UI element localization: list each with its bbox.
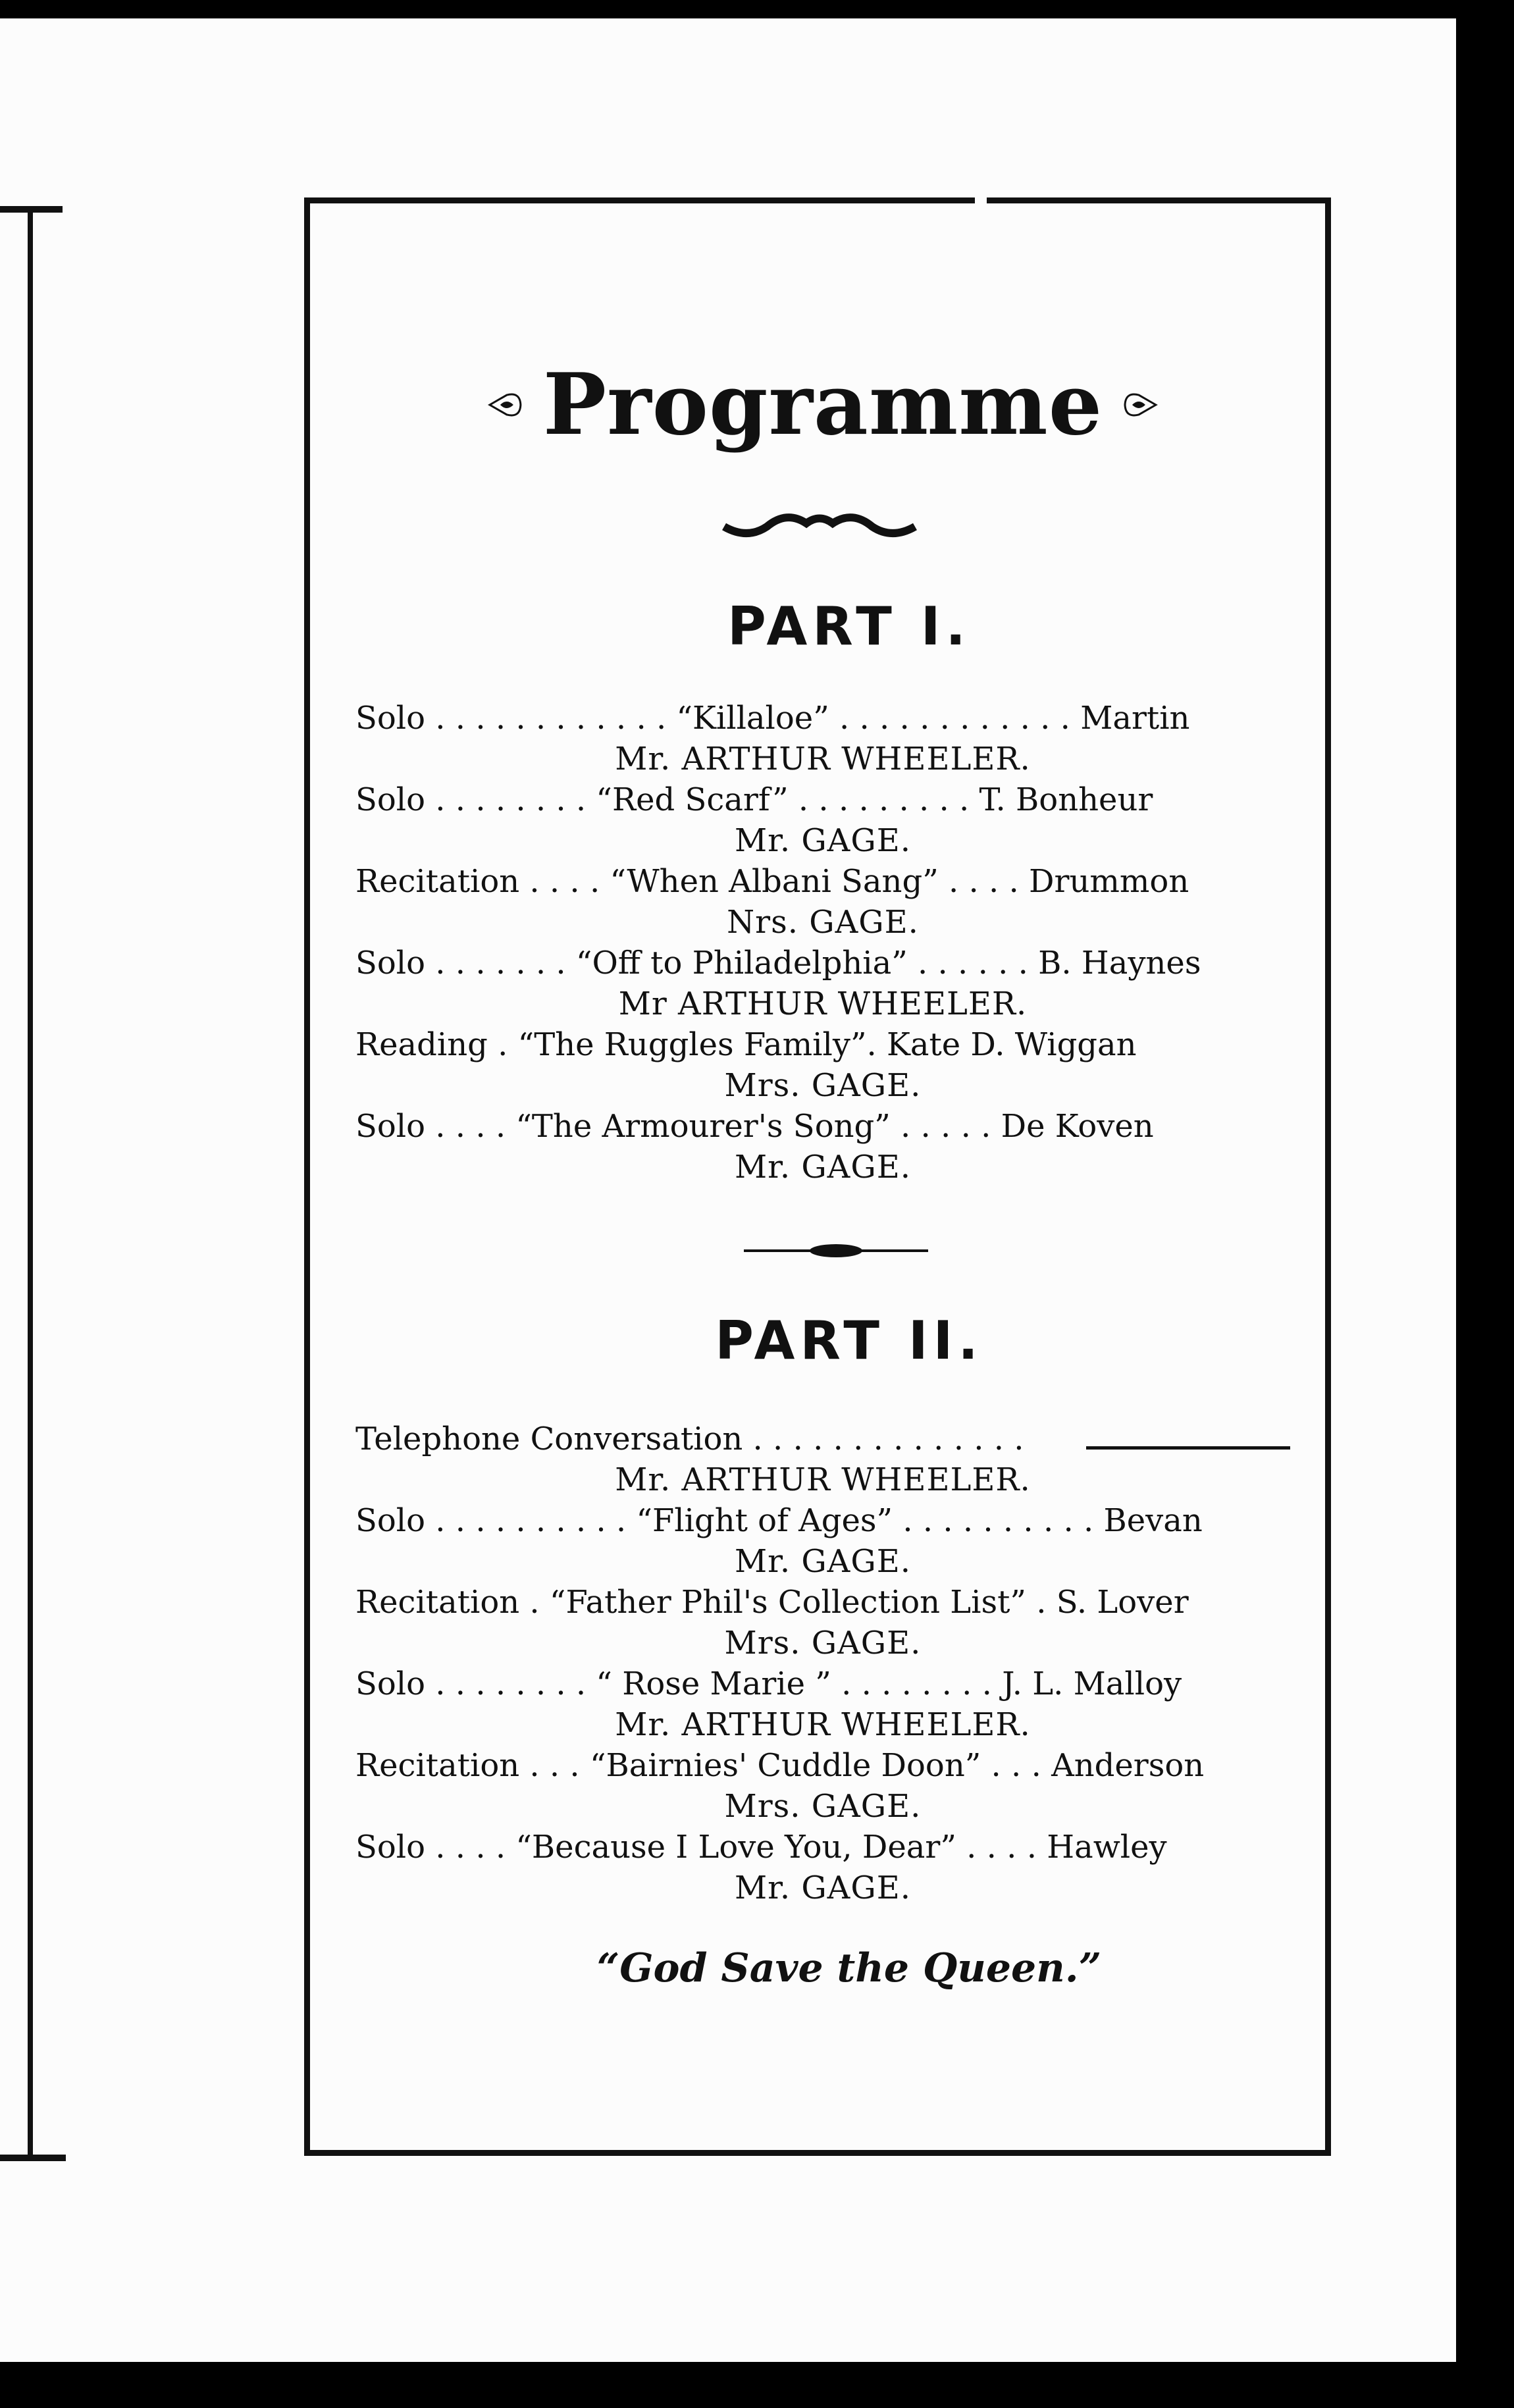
programme-item <box>355 1827 1290 1908</box>
item-performer: Mr. GAGE. <box>735 1149 911 1186</box>
item-line: Recitation . . . . “When Albani Sang” . . . . Drummon <box>355 863 1189 900</box>
ribbon-ornament-icon <box>721 507 918 546</box>
border-top <box>0 206 63 213</box>
programme-item <box>355 1582 1290 1663</box>
item-performer: Mr. GAGE. <box>735 1543 911 1580</box>
divider-ornament-icon <box>737 1241 935 1261</box>
adjacent-page-border <box>0 206 66 2161</box>
item-performer: Mrs. GAGE. <box>724 1067 922 1104</box>
item-performer: Mrs. GAGE. <box>724 1788 922 1825</box>
frame-gap <box>975 197 987 203</box>
programme-item <box>355 1024 1290 1106</box>
item-performer: Mrs. GAGE. <box>724 1625 922 1662</box>
blank-rule <box>1086 1446 1290 1450</box>
item-line: Solo . . . . . . . . . . “Flight of Ages” . . . . . . . . . . Bevan <box>355 1502 1203 1539</box>
programme-item <box>355 861 1290 943</box>
border-rule <box>28 213 33 2161</box>
item-performer: Mr. GAGE. <box>735 1870 911 1906</box>
item-line: Recitation . . . “Bairnies' Cuddle Doon” . . . Anderson <box>355 1747 1205 1784</box>
closing-anthem: “God Save the Queen.” <box>596 1945 1102 1991</box>
item-line: Recitation . “Father Phil's Collection List” . S. Lover <box>355 1584 1189 1621</box>
item-line: Solo . . . . “The Armourer's Song” . . . . . De Koven <box>355 1108 1154 1145</box>
programme-item <box>355 1745 1290 1827</box>
heart-ornament-right-icon <box>1122 379 1159 431</box>
item-line: Telephone Conversation . . . . . . . . . . . . . . <box>355 1421 1024 1457</box>
item-line: Solo . . . . “Because I Love You, Dear” . . . . Hawley <box>355 1829 1167 1866</box>
title-row <box>487 352 1159 458</box>
item-line: Reading . “The Ruggles Family”. Kate D. Wiggan <box>355 1026 1137 1063</box>
item-line: Solo . . . . . . . “Off to Philadelphia” . . . . . . B. Haynes <box>355 945 1201 982</box>
part-two-heading: PART II. <box>715 1310 983 1371</box>
programme-item <box>355 779 1290 861</box>
heart-ornament-left-icon <box>487 379 523 431</box>
programme-item <box>355 1419 1290 1500</box>
programme-item <box>355 1106 1290 1188</box>
border-bottom <box>0 2155 66 2161</box>
item-performer: Mr. ARTHUR WHEELER. <box>615 1706 1031 1743</box>
programme-item <box>355 698 1290 779</box>
item-line: Solo . . . . . . . . “ Rose Marie ” . . . . . . . . J. L. Malloy <box>355 1665 1182 1702</box>
item-performer: Mr. GAGE. <box>735 822 911 859</box>
item-line: Solo . . . . . . . . . . . . “Killaloe” . . . . . . . . . . . . Martin <box>355 700 1190 737</box>
part-one-list <box>355 698 1290 1188</box>
part-one-heading: PART I. <box>727 596 971 657</box>
part-two-list <box>355 1419 1290 1908</box>
item-performer: Mr. ARTHUR WHEELER. <box>615 1461 1031 1498</box>
item-line: Solo . . . . . . . . “Red Scarf” . . . . . . . . . T. Bonheur <box>355 781 1153 818</box>
programme-item <box>355 1500 1290 1582</box>
programme-title: Programme <box>542 355 1103 454</box>
item-performer: Mr ARTHUR WHEELER. <box>618 985 1028 1022</box>
programme-item <box>355 943 1290 1024</box>
programme-item <box>355 1663 1290 1745</box>
item-performer: Mr. ARTHUR WHEELER. <box>615 741 1031 777</box>
item-performer: Nrs. GAGE. <box>727 904 919 941</box>
